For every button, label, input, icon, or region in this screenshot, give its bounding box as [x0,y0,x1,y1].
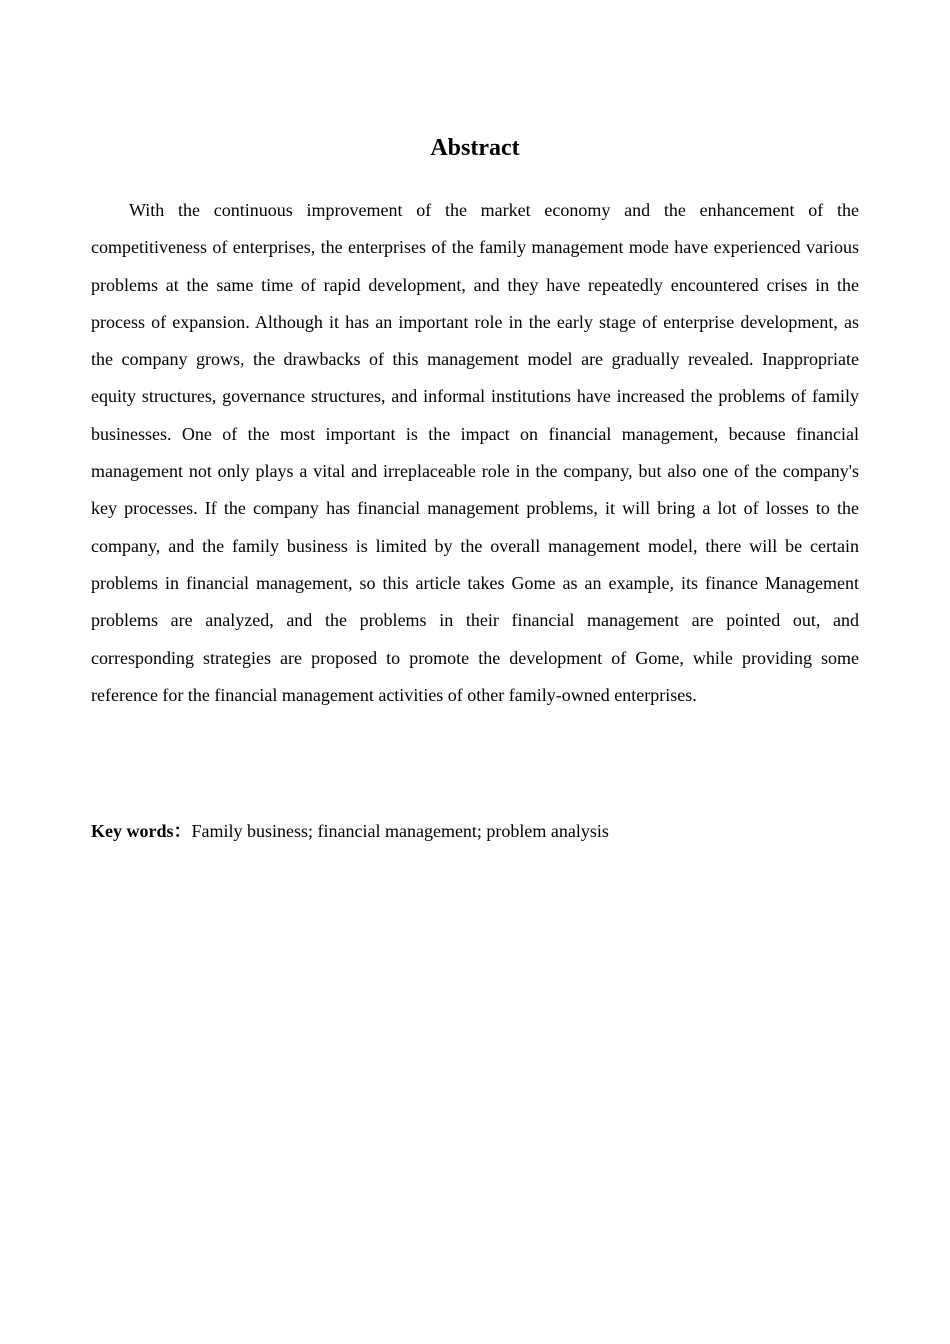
keywords-label: Key words： [91,821,192,841]
abstract-paragraph: With the continuous improvement of the market economy and the enhancement of the competitiveness of enterprises, the enterprises of the family management mode have experienced various problems at the same time of rapid development, and they have repeatedly encountered crises in the process of expansion. Although it has an important role in the early stage of enterprise development, as the company grows, the drawbacks of this management model are gradually revealed. Inappropriate equity structures, governance structures, and informal institutions have increased the problems of family businesses. One of the most important is the impact on financial management, because financial management not only plays a vital and irreplaceable role in the company, but also one of the company's key processes. If the company has financial management problems, it will bring a lot of losses to the company, and the family business is limited by the overall management model, there will be certain problems in financial management, so this article takes Gome as an example, its finance Management problems are analyzed, and the problems in their financial management are pointed out, and corresponding strategies are proposed to promote the development of Gome, while providing some reference for the financial management activities of other family-owned enterprises. [91,200,859,705]
page-title: Abstract [430,135,520,161]
keywords-line [91,813,859,850]
keywords-value: Family business; financial management; problem analysis [191,821,609,841]
